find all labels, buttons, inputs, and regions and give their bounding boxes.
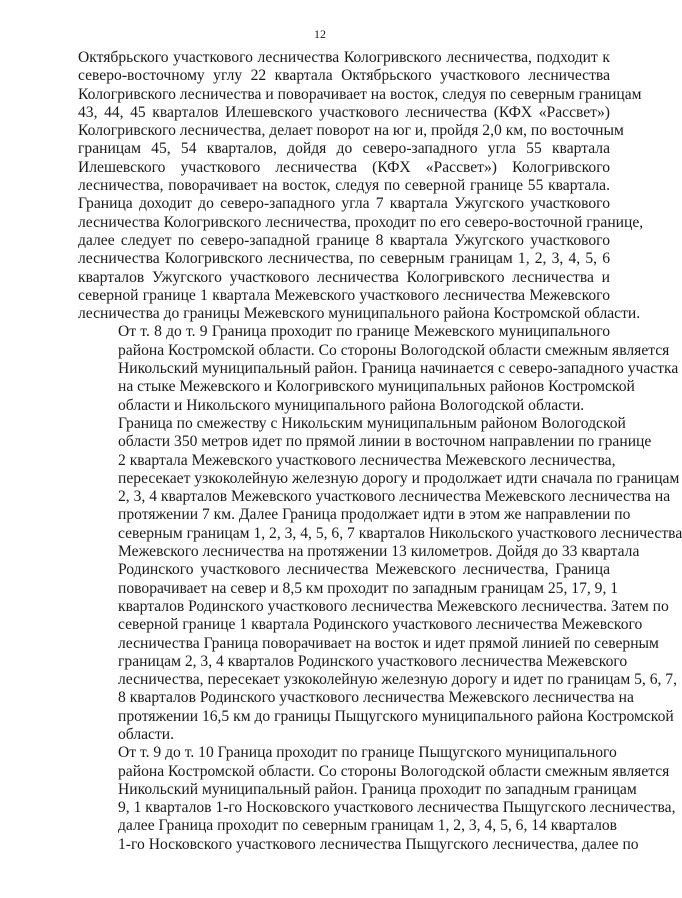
text-line: лесничества Кологривского лесничества, проходит по его северо-восточной границе, <box>78 213 644 231</box>
text-line: северным границам 1, 2, 3, 4, 5, 6, 7 кварталов Никольского участкового лесничества <box>118 524 682 542</box>
paragraph <box>78 414 682 744</box>
text-line: северной границе 1 квартала Родинского участкового лесничества Межевского <box>118 616 643 634</box>
text-line: пересекает узкоколейную железную дорогу и продолжает идти сначала по границам <box>118 469 680 487</box>
text-line: Кологривского лесничества, делает поворот на юг и, пройдя 2,0 км, по восточным <box>78 122 624 140</box>
text-line: От т. 9 до т. 10 Граница проходит по границе Пыщугского муниципального <box>118 744 617 762</box>
document-body <box>78 49 682 854</box>
text-line: области. <box>118 725 175 743</box>
text-line: Октябрьского участкового лесничества Кологривского лесничества, подходит к <box>78 49 610 66</box>
text-line: поворачивает на север и 8,5 км проходит по западным границам 25, 17, 9, 1 <box>118 579 619 597</box>
paragraph <box>78 49 644 323</box>
text-line: кварталов Ужугского участкового лесничества Кологривского лесничества и <box>78 268 610 286</box>
text-line: границам 45, 54 кварталов, дойдя до северо-западного угла 55 квартала <box>78 140 610 158</box>
text-line: северной границе 1 квартала Межевского участкового лесничества Межевского <box>78 286 610 304</box>
text-line: 1-го Носковского участкового лесничества Пыщугского лесничества, далее по <box>118 835 639 853</box>
text-line: Илешевского участкового лесничества (КФХ «Рассвет») Кологривского <box>78 158 610 176</box>
text-line: Межевского лесничества на протяжении 13 километров. Дойдя до 33 квартала <box>118 543 640 561</box>
text-line: Кологривского лесничества и поворачивает на восток, следуя по северным границам <box>78 85 642 103</box>
text-line: района Костромской области. Со стороны Вологодской области смежным является <box>118 762 670 780</box>
text-line: Родинского участкового лесничества Межевского лесничества, Граница <box>118 561 610 579</box>
text-line: лесничества Кологривского лесничества, по северным границам 1, 2, 3, 4, 5, 6 <box>78 250 610 268</box>
paragraph <box>78 323 679 414</box>
text-line: 2, 3, 4 кварталов Межевского участкового лесничества Межевского лесничества на <box>118 488 671 506</box>
text-line: 9, 1 кварталов 1-го Носковского участкового лесничества Пыщугского лесничества, <box>118 799 676 817</box>
page-number: 12 <box>314 27 326 41</box>
text-line: 2 квартала Межевского участкового лесничества Межевского лесничества, <box>118 451 616 469</box>
text-line: далее Граница проходит по северным границам 1, 2, 3, 4, 5, 6, 14 кварталов <box>118 817 618 835</box>
paragraph <box>78 744 676 854</box>
text-line: области 350 метров идет по прямой линии в восточном направлении по границе <box>118 433 652 451</box>
text-line: Граница доходит до северо-западного угла 7 квартала Ужугского участкового <box>78 195 610 213</box>
text-line: 43, 44, 45 кварталов Илешевского участкового лесничества (КФХ «Рассвет») <box>78 103 610 121</box>
text-line: протяжении 7 км. Далее Граница продолжает идти в этом же направлении по <box>118 506 631 524</box>
text-line: границам 2, 3, 4 кварталов Родинского участкового лесничества Межевского <box>118 652 628 670</box>
text-line: От т. 8 до т. 9 Граница проходит по границе Межевского муниципального <box>118 323 610 341</box>
text-line: лесничества до границы Межевского муниципального района Костромской области. <box>78 305 641 323</box>
text-line: лесничества, пересекает узкоколейную железную дорогу и идет по границам 5, 6, 7, <box>118 671 677 689</box>
text-line: Граница по смежеству с Никольским муниципальным районом Вологодской <box>118 414 626 432</box>
text-line: на стыке Межевского и Кологривского муниципальных районов Костромской <box>118 378 635 396</box>
text-line: кварталов Родинского участкового лесничества Межевского лесничества. Затем по <box>118 597 669 615</box>
text-line: протяжении 16,5 км до границы Пыщугского муниципального района Костромской <box>118 707 674 725</box>
text-line: Никольский муниципальный район. Граница проходит по западным границам <box>118 780 637 798</box>
text-line: лесничества, поворачивает на восток, следуя по северной границе 55 квартала. <box>78 177 610 195</box>
text-line: района Костромской области. Со стороны Вологодской области смежным является <box>118 341 670 359</box>
text-line: далее следует по северо-западной границе 8 квартала Ужугского участкового <box>78 231 610 249</box>
text-line: 8 кварталов Родинского участкового лесничества Межевского лесничества на <box>118 689 634 707</box>
text-line: северо-восточному углу 22 квартала Октябрьского участкового лесничества <box>78 67 610 85</box>
text-line: области и Никольского муниципального района Вологодской области. <box>118 396 585 414</box>
text-line: лесничества Граница поворачивает на восток и идет прямой линией по северным <box>118 634 659 652</box>
text-line: Никольский муниципальный район. Граница начинается с северо-западного участка <box>118 360 679 378</box>
